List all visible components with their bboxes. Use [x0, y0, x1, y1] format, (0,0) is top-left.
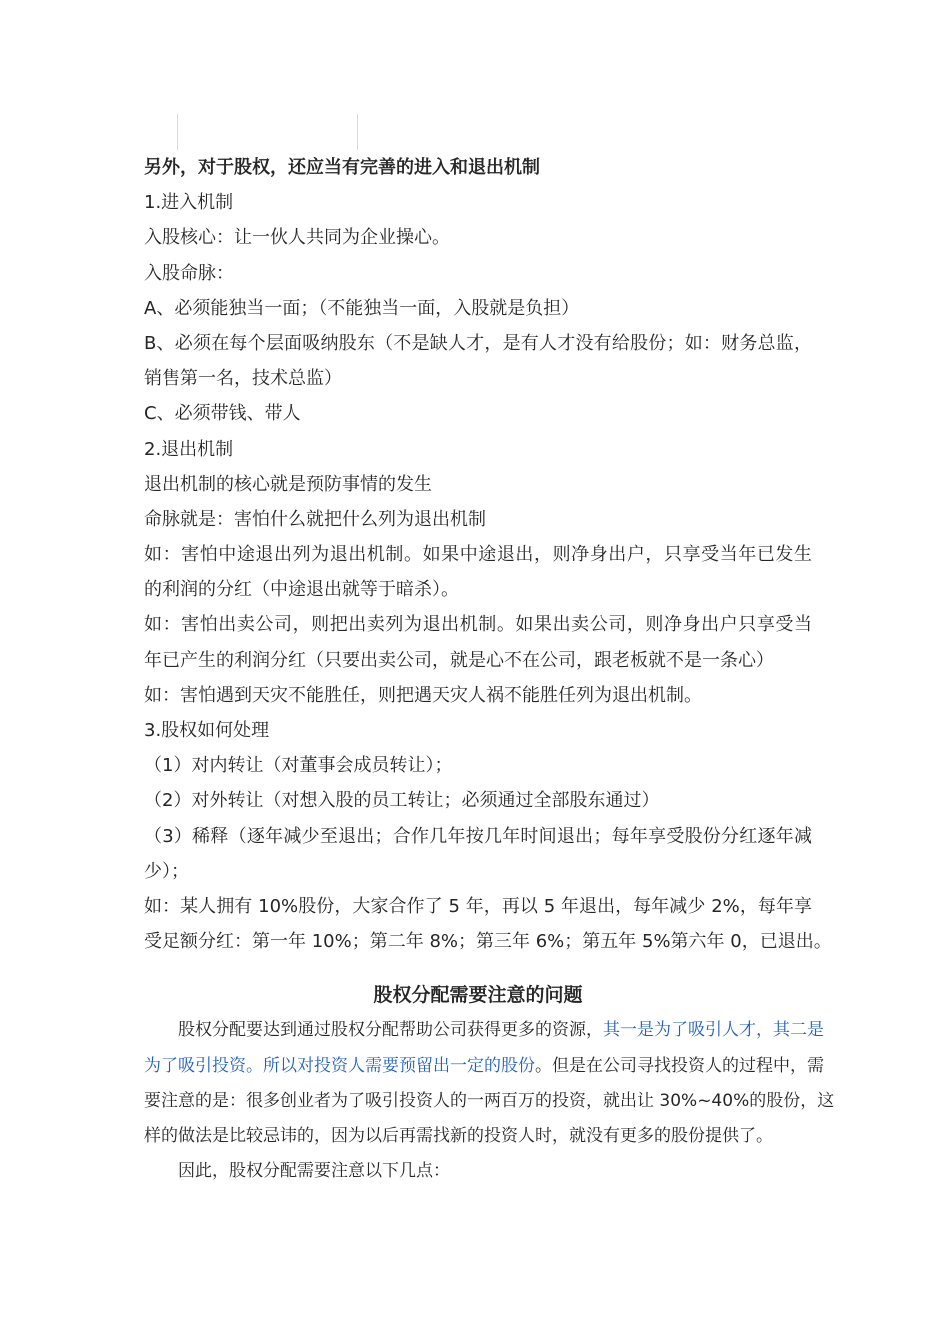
- entry-item-a: A、必须能独当一面；（不能独当一面，入股就是负担）: [144, 297, 580, 319]
- handling-item-1: （1）对内转让（对董事会成员转让）；: [144, 755, 453, 777]
- paragraph-2-line-1: 因此，股权分配需要注意以下几点：: [178, 1161, 450, 1182]
- equity-handling-title: 3.股权如何处理: [144, 720, 270, 741]
- entry-item-b-line1: B、必须在每个层面吸纳股东（不是缺人才，是有人才没有给股份；如：财务总监，: [144, 332, 812, 354]
- table-border-left: [177, 114, 178, 150]
- exit-example3: 如：害怕遇到天灾不能胜任，则把遇天灾人祸不能胜任列为退出机制。: [144, 684, 702, 706]
- section-title: 股权分配需要注意的问题: [373, 984, 583, 1007]
- highlight-text: 为了吸引投资。所以对投资人需要预留出一定的股份: [144, 1055, 535, 1076]
- section-paragraph-1: [144, 1013, 835, 1154]
- handling-item-3-line1: （3）稀释（逐年减少至退出；合作几年按几年时间退出；每年享受股份分红逐年减: [144, 825, 812, 847]
- paragraph-1-line-3: 要注意的是：很多创业者为了吸引投资人的一两百万的投资，就出让 30%~40%的股份，这: [144, 1090, 835, 1111]
- handling-item-3-line2: 少）；: [144, 860, 189, 882]
- exit-example1-line1: 如：害怕中途退出列为退出机制。如果中途退出，则净身出户，只享受当年已发生: [144, 544, 812, 566]
- exit-example1-line2: 的利润的分红（中途退出就等于暗杀）。: [144, 579, 459, 601]
- entry-core: 入股核心：让一伙人共同为企业操心。: [144, 227, 450, 249]
- highlight-text: 其一是为了吸引人才，其二是: [603, 1020, 824, 1041]
- paragraph-1-line-1: [144, 1013, 824, 1048]
- table-border-right: [357, 114, 358, 150]
- entry-lifeline: 入股命脉：: [144, 262, 234, 284]
- paragraph-1-text: 股权分配要达到通过股权分配帮助公司获得更多的资源，: [178, 1020, 603, 1041]
- exit-lifeline: 命脉就是：害怕什么就把什么列为退出机制: [144, 508, 486, 530]
- document-body: [144, 150, 835, 1189]
- exit-core: 退出机制的核心就是预防事情的发生: [144, 473, 432, 495]
- entry-mechanism-title: 1.进入机制: [144, 192, 234, 214]
- exit-example2-line1: 如：害怕出卖公司，则把出卖列为退出机制。如果出卖公司，则净身出户只享受当: [144, 614, 812, 636]
- entry-item-c: C、必须带钱、带人: [144, 403, 301, 425]
- section-paragraph-2: [144, 1154, 812, 1189]
- dilution-example-line2: 受足额分红：第一年 10%；第二年 8%；第三年 6%；第五年 5%第六年 0，已退出。: [144, 931, 832, 953]
- exit-mechanism-title: 2.退出机制: [144, 438, 234, 460]
- exit-example2-line2: 年已产生的利润分红（只要出卖公司，就是心不在公司，跟老板就不是一条心）: [144, 649, 774, 671]
- mechanism-heading: 另外，对于股权，还应当有完善的进入和退出机制: [144, 157, 540, 178]
- paragraph-1-line-4: 样的做法是比较忌讳的，因为以后再需找新的投资人时，就没有更多的股份提供了。: [144, 1125, 773, 1146]
- entry-item-b-line2: 销售第一名，技术总监）: [144, 368, 342, 390]
- handling-item-2: （2）对外转让（对想入股的员工转让；必须通过全部股东通过）: [144, 790, 660, 812]
- paragraph-1-line-2: [144, 1049, 824, 1084]
- paragraph-1-text: 。但是在公司寻找投资人的过程中，需: [535, 1055, 824, 1076]
- dilution-example-line1: 如：某人拥有 10%股份，大家合作了 5 年，再以 5 年退出，每年减少 2%，每年享: [144, 895, 812, 917]
